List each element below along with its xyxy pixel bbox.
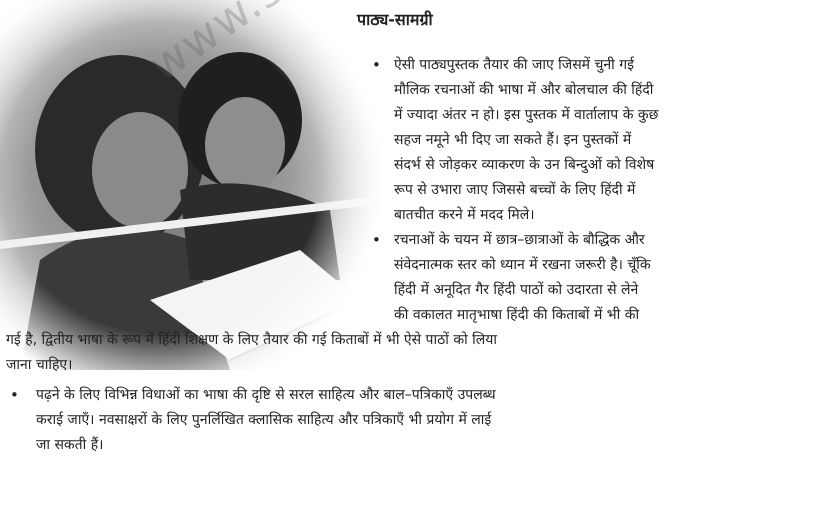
bullet-marker: • [10, 386, 19, 404]
bullet-marker: • [372, 56, 381, 74]
text-line: संदर्भ से जोड़कर व्याकरण के उन बिन्दुओं को विशेष [394, 157, 655, 173]
text-line: मौलिक रचनाओं की भाषा में और बोलचाल की हिंदी [394, 82, 654, 98]
text-line: ऐसी पाठ्यपुस्तक तैयार की जाए जिसमें चुनी गई [394, 57, 634, 73]
text-line: जाना चाहिए। [6, 357, 73, 373]
text-line: पढ़ने के लिए विभिन्न विधाओं का भाषा की दृष्टि से सरल साहित्य और बाल–पत्रिकाएँ उपलब्ध [36, 387, 496, 403]
text-line: जा सकती हैं। [36, 437, 104, 453]
text-line: रूप से उभारा जाए जिससे बच्चों के लिए हिंदी में [394, 182, 636, 198]
text-line: गई है, द्वितीय भाषा के रूप में हिंदी शिक्षण के लिए तैयार की गई किताबों में भी ऐसे पाठों को लिया [6, 332, 498, 348]
text-line: में ज्यादा अंतर न हो। इस पुस्तक में वार्तालाप के कुछ [394, 107, 659, 123]
bullet-marker: • [372, 231, 381, 249]
text-line: हिंदी में अनूदित गैर हिंदी पाठों को उदारता से लेने [394, 282, 639, 298]
text-line: बातचीत करने में मदद मिले। [394, 207, 535, 223]
text-line: संवेदनात्मक स्तर को ध्यान में रखना जरूरी है। चूँकि [394, 257, 651, 273]
text-line: कराई जाएँ। नवसाक्षरों के लिए पुनर्लिखित क्लासिक साहित्य और पत्रिकाएँ भी प्रयोग में लाई [36, 412, 492, 428]
text-line: रचनाओं के चयन में छात्र–छात्राओं के बौद्धिक और [394, 232, 645, 248]
text-line: सहज नमूने भी दिए जा सकते हैं। इन पुस्तकों में [394, 132, 632, 148]
section-heading: पाठ्य-सामग्री [357, 10, 433, 29]
text-line: की वकालत मातृभाषा हिंदी की किताबों में भी की [394, 307, 640, 323]
